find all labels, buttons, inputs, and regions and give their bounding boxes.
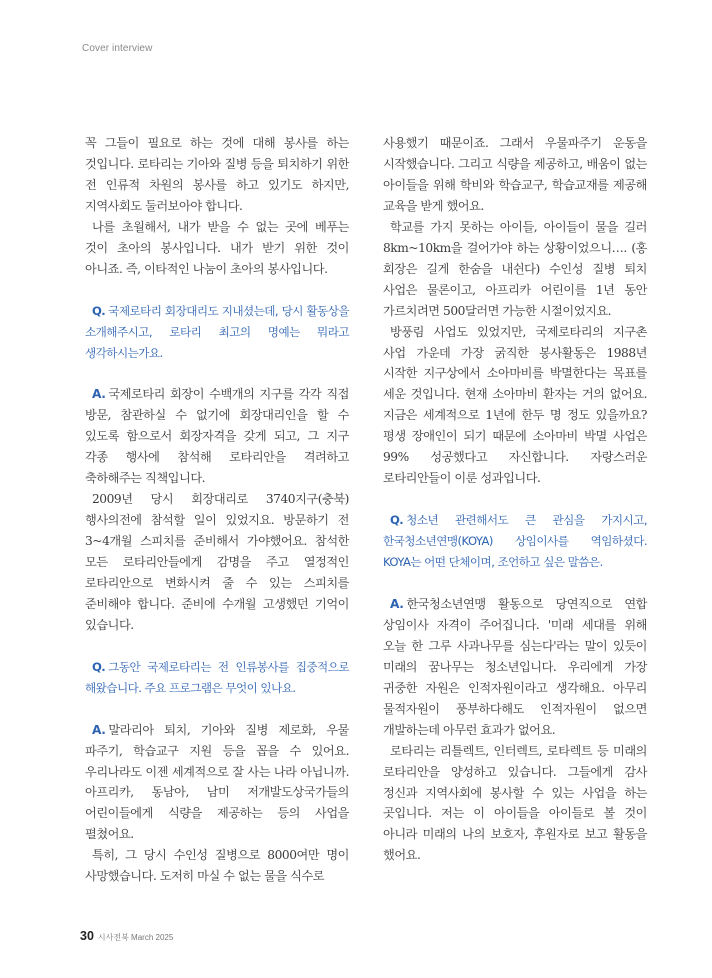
question-marker: Q. bbox=[92, 659, 106, 674]
answer-text: 한국청소년연맹 활동으로 당연직으로 연합 상임이사 자격이 주어집니다. '미래 세대를 위해 오늘 한 그루 사과나무를 심는다'라는 말이 있듯이 미래의 꿈나무는 청소년입니다. 우리에게 가장 귀중한 자원은 인적자원이라고 생각해요. 아무리 물적자원이 풍부하다해도 인적자원이 없으면 개발하는데 아무런 효과가 없어요. bbox=[383, 596, 647, 737]
question-block bbox=[383, 510, 647, 573]
body-paragraph: 사용했기 때문이죠. 그래서 우물파주기 운동을 시작했습니다. 그리고 식량을 제공하고, 배움이 없는 아이들을 위해 학비와 학습교구, 학습교재를 제공해 교육을 받게 했어요. bbox=[383, 136, 647, 213]
page-number: 30 bbox=[80, 929, 94, 943]
question-block bbox=[85, 657, 349, 699]
answer-marker: A. bbox=[92, 722, 106, 737]
answer-paragraph bbox=[85, 384, 349, 489]
answer-paragraph bbox=[383, 594, 647, 741]
question-marker: Q. bbox=[390, 513, 404, 528]
answer-paragraph bbox=[85, 720, 349, 846]
body-paragraph: 특히, 그 당시 수인성 질병으로 8000여만 명이 사망했습니다. 도저히 마실 수 없는 물을 식수로 bbox=[85, 848, 349, 884]
running-head: Cover interview bbox=[82, 43, 153, 54]
question-text: 국제로타리 회장대리도 지내셨는데, 당시 활동상을 소개해주시고, 로타리 최고의 명예는 뭐라고 생각하시는가요. bbox=[85, 303, 349, 360]
answer-marker: A. bbox=[390, 596, 404, 611]
right-column bbox=[383, 133, 647, 866]
answer-marker: A. bbox=[92, 387, 106, 402]
body-paragraph: 방풍림 사업도 있었지만, 국제로타리의 지구촌 사업 가운데 가장 굵직한 봉사활동은 1988년 시작한 지구상에서 소아마비를 박멸한다는 목표를 세운 것입니다. 현재 소아마비 환자는 거의 없어요. 지금은 세계적으로 1년에 한두 명 정도 있을까요? 평생 장애인이 되기 때문에 소아마비 박멸 사업은 99% 성공했다고 자신합니다. 자랑스러운 로타리안들이 이룬 성과입니다. bbox=[383, 324, 647, 486]
body-paragraph: 2009년 당시 회장대리로 3740지구(충북) 행사의전에 참석할 일이 있었지요. 방문하기 전 3~4개월 스피치를 준비해서 가야했어요. 참석한 모든 로타리안들에게 감명을 주고 열정적인 로타리안으로 변화시켜 줄 수 있는 스피치를 준비해야 합니다. 준비에 수개월 고생했던 기억이 있습니다. bbox=[85, 492, 349, 632]
magazine-issue: 시사전북 March 2025 bbox=[97, 933, 174, 942]
question-marker: Q. bbox=[92, 303, 106, 318]
question-text: 그동안 국제로타리는 전 인류봉사를 집중적으로 해왔습니다. 주요 프로그램은 무엇이 있나요. bbox=[85, 659, 349, 695]
answer-text: 국제로타리 회장이 수백개의 지구를 각각 직접 방문, 참관하실 수 없기에 회장대리인을 할 수 있도록 함으로서 회장자격을 갖게 되고, 그 지구 각종 행사에 참석해 로타리안을 격려하고 축하해주는 직책입니다. bbox=[85, 387, 349, 486]
left-column bbox=[85, 133, 349, 887]
question-text: 청소년 관련해서도 큰 관심을 가지시고, 한국청소년연맹(KOYA) 상임이사를 역임하셨다. KOYA는 어떤 단체이며, 조언하고 싶은 말씀은. bbox=[383, 513, 647, 570]
body-paragraph: 로타리는 리틀렉트, 인터렉트, 로타렉트 등 미래의 로타리안을 양성하고 있습니다. 그들에게 감사 정신과 지역사회에 봉사할 수 있는 사업을 하는 곳입니다. 저는 이 아이들을 아이들로 볼 것이 아니라 미래의 나의 보호자, 후원자로 보고 활동을 했어요. bbox=[383, 743, 647, 863]
answer-text: 말라리아 퇴치, 기아와 질병 제로화, 우물 파주기, 학습교구 지원 등을 꼽을 수 있어요. 우리나라도 이젠 세계적으로 잘 사는 나라 아닙니까. 아프리카, 동남아, 남미 저개발도상국가들의 어린이들에게 식량을 제공하는 등의 사업을 펼쳤어요. bbox=[85, 722, 349, 842]
body-paragraph: 나를 초월해서, 내가 받을 수 없는 곳에 베푸는 것이 초아의 봉사입니다. 내가 받기 위한 것이 아니죠. 즉, 이타적인 나눔이 초아의 봉사입니다. bbox=[85, 219, 349, 276]
question-block bbox=[85, 301, 349, 364]
body-paragraph: 꼭 그들이 필요로 하는 것에 대해 봉사를 하는 것입니다. 로타리는 기아와 질병 등을 퇴치하기 위한 전 인류적 차원의 봉사를 하고 있기도 하지만, 지역사회도 둘러보아야 합니다. bbox=[85, 136, 349, 213]
page-footer bbox=[80, 927, 173, 945]
body-paragraph: 학교를 가지 못하는 아이들, 아이들이 물을 길러 8km~10km을 걸어가야 하는 상황이었으니…. (홍 회장은 길게 한숨을 내쉰다) 수인성 질병 퇴치 사업은 물론이고, 아프리카 어린이를 1년 동안 가르치려면 500달러면 가능한 시절이었지요. bbox=[383, 219, 647, 318]
